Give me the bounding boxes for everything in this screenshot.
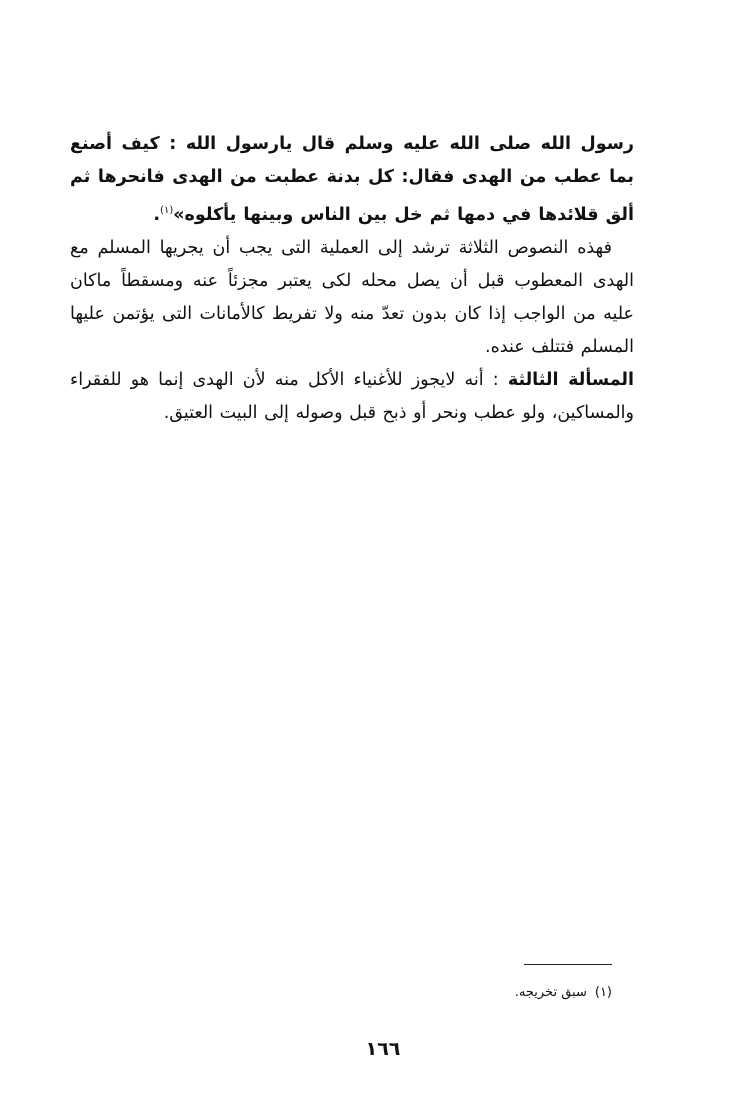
page-number: ١٦٦ bbox=[365, 1038, 401, 1060]
third-issue-heading: المسألة الثالثة bbox=[507, 369, 635, 390]
commentary-paragraph: فهذه النصوص الثلاثة ترشد إلى العملية التى يجب أن يجريها المسلم مع الهدى المعطوب قبل أن يصل محله لكى يعتبر مجزئاً عنه ومسقطاً ماكان عليه من الواجب إذا كان بدون تعدّ منه ولا تفريط كالأمانات التى يؤتمن عليها المسلم فتتلف عنده. bbox=[70, 237, 634, 357]
footnote-reference[interactable]: (١) bbox=[160, 205, 174, 216]
hadith-continuation: رسول الله صلى الله عليه وسلم قال يارسول الله : كيف أصنع بما عطب من الهدى فقال: كل بدنة عطبت من الهدى فانحرها ثم ألق قلائدها في دمها ثم خل بين الناس وبينها يأكلوه»$^{(١)}$. bbox=[70, 134, 635, 225]
footnote-number: (١) bbox=[594, 985, 612, 1000]
hadith-line-2: الهدى فقال: كل بدنة عطبت من الهدى فانحرها ثم ألق قلائدها في دمها ثم bbox=[70, 167, 634, 225]
main-text bbox=[70, 128, 634, 430]
footnote-separator bbox=[524, 964, 612, 965]
hadith-line-1: رسول الله صلى الله عليه وسلم قال يارسول الله : كيف أصنع بما عطب من bbox=[70, 134, 635, 187]
third-issue-paragraph bbox=[70, 364, 634, 430]
hadith-line-3: خل بين الناس وبينها يأكلوه» bbox=[173, 204, 423, 225]
footnote-text: سبق تخريجه. bbox=[514, 985, 587, 1000]
footnote bbox=[515, 984, 612, 1002]
third-issue-text: : أنه لايجوز للأغنياء الأكل منه لأن الهدى إنما هو للفقراء والمساكين، ولو عطب ونحر أو ذبح قبل وصوله إلى البيت العتيق. bbox=[70, 369, 634, 423]
